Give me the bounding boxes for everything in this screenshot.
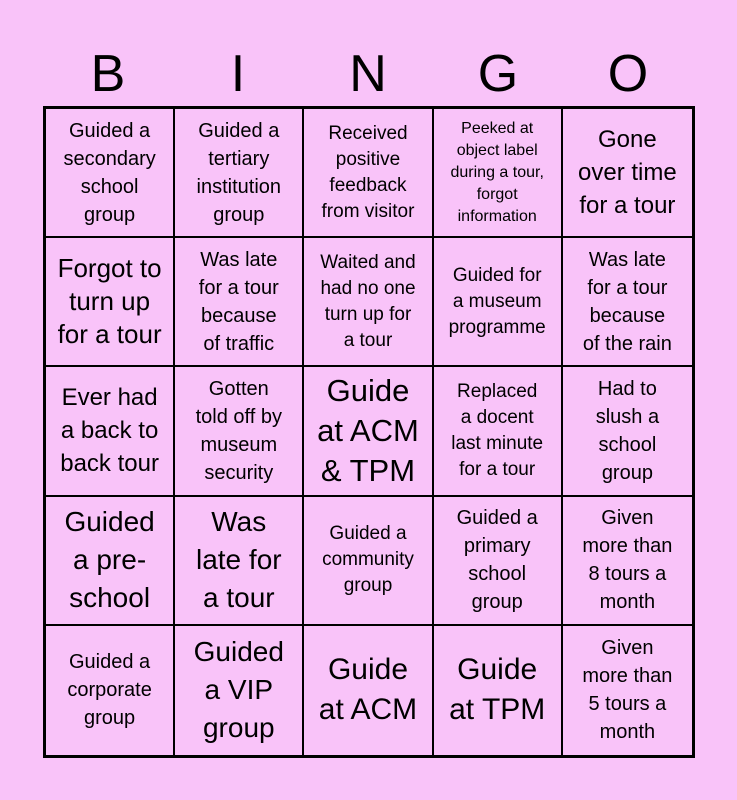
bingo-cell-24[interactable]: Guide at TPM: [434, 626, 563, 755]
bingo-cell-17[interactable]: Was late for a tour: [175, 497, 304, 626]
bingo-cell-21[interactable]: Guided a corporate group: [46, 626, 175, 755]
header-letter-g: G: [477, 45, 519, 103]
bingo-cell-15[interactable]: Had to slush a school group: [563, 367, 692, 496]
header-letter-i: I: [230, 45, 246, 103]
bingo-cell-16[interactable]: Guided a pre- school: [46, 497, 175, 626]
bingo-cell-2[interactable]: Guided a tertiary institution group: [175, 109, 304, 238]
header-letter-b: B: [90, 45, 126, 103]
bingo-cell-1[interactable]: Guided a secondary school group: [46, 109, 175, 238]
bingo-header: [43, 44, 694, 104]
bingo-cell-3[interactable]: Received positive feedback from visitor: [304, 109, 433, 238]
bingo-cell-14[interactable]: Replaced a docent last minute for a tour: [434, 367, 563, 496]
bingo-cell-4[interactable]: Peeked at object label during a tour, forgot information: [434, 109, 563, 238]
bingo-cell-13[interactable]: Guide at ACM & TPM: [304, 367, 433, 496]
bingo-cell-12[interactable]: Gotten told off by museum security: [175, 367, 304, 496]
bingo-cell-7[interactable]: Was late for a tour because of traffic: [175, 238, 304, 367]
bingo-cell-22[interactable]: Guided a VIP group: [175, 626, 304, 755]
header-letter-o: O: [607, 45, 649, 103]
bingo-cell-19[interactable]: Guided a primary school group: [434, 497, 563, 626]
bingo-cell-5[interactable]: Gone over time for a tour: [563, 109, 692, 238]
bingo-cell-6[interactable]: Forgot to turn up for a tour: [46, 238, 175, 367]
bingo-cell-8[interactable]: Waited and had no one turn up for a tour: [304, 238, 433, 367]
bingo-cell-23[interactable]: Guide at ACM: [304, 626, 433, 755]
bingo-cell-20[interactable]: Given more than 8 tours a month: [563, 497, 692, 626]
header-letter-n: N: [349, 45, 387, 103]
bingo-cell-11[interactable]: Ever had a back to back tour: [46, 367, 175, 496]
bingo-cell-25[interactable]: Given more than 5 tours a month: [582, 637, 673, 744]
bingo-cell-9[interactable]: Guided for a museum programme: [434, 238, 563, 367]
bingo-cell-18[interactable]: Guided a community group: [304, 497, 433, 626]
bingo-grid: [43, 106, 695, 758]
bingo-cell-10[interactable]: Was late for a tour because of the rain: [563, 238, 692, 367]
